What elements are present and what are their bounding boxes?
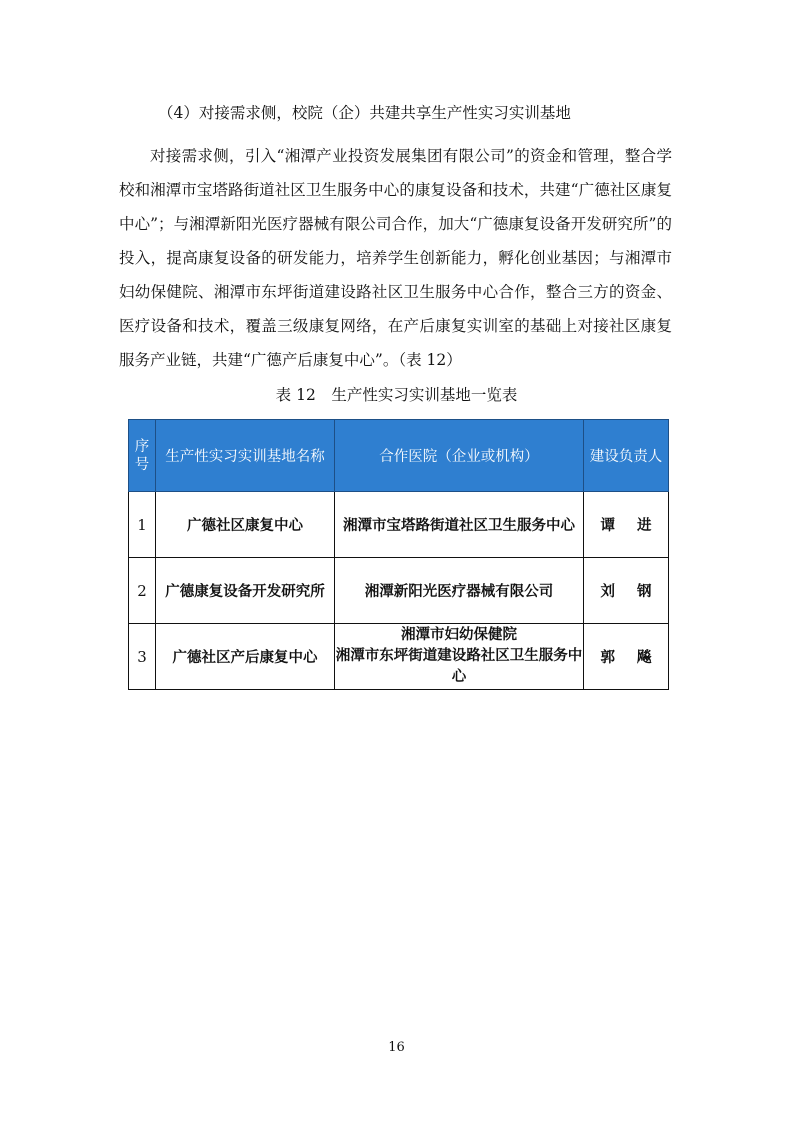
row-base-name: 广德社区康复中心 [156, 492, 335, 558]
header-base-name: 生产性实习实训基地名称 [156, 420, 335, 492]
row-lead-given-name: 飚 [637, 650, 652, 666]
row-lead [584, 492, 669, 558]
header-lead: 建设负责人 [584, 420, 669, 492]
body-paragraph: 对接需求侧，引入“湘潭产业投资发展集团有限公司”的资金和管理，整合学校和湘潭市宝塔路街道社区卫生服务中心的康复设备和技术，共建“广德社区康复中心”；与湘潭新阳光医疗器械有限公司合作，加大“广德康复设备开发研究所”的投入，提高康复设备的研发能力，培养学生创新能力，孵化创业基因；与湘潭市妇幼保健院、湘潭市东坪街道建设路社区卫生服务中心合作，整合三方的资金、医疗设备和技术，覆盖三级康复网络，在产后康复实训室的基础上对接社区康复服务产业链，共建“广德产后康复中心”。（表 12） [119, 147, 672, 369]
row-partner-line2: 湘潭市东坪街道建设路社区卫生服务中心 [335, 648, 583, 685]
row-lead-surname: 郭 [600, 650, 615, 666]
table-row [129, 492, 669, 558]
row-seq: 1 [129, 492, 156, 558]
row-lead [584, 558, 669, 624]
row-lead-surname: 刘 [600, 584, 615, 600]
row-lead-given-name: 进 [637, 518, 652, 534]
table-header-row [129, 420, 669, 492]
row-base-name: 广德康复设备开发研究所 [156, 558, 335, 624]
table-row [129, 624, 669, 690]
header-seq [129, 420, 156, 492]
row-seq: 3 [129, 624, 156, 690]
row-partner-line1: 湘潭新阳光医疗器械有限公司 [364, 584, 554, 600]
page-number: 16 [388, 1040, 405, 1055]
row-partner [335, 558, 584, 624]
row-partner [335, 492, 584, 558]
row-partner-line1: 湘潭市宝塔路街道社区卫生服务中心 [343, 518, 575, 534]
row-seq: 2 [129, 558, 156, 624]
row-base-name: 广德社区产后康复中心 [156, 624, 335, 690]
row-partner [335, 624, 584, 690]
header-seq-line2: 号 [134, 456, 150, 473]
row-lead-surname: 谭 [600, 518, 615, 534]
row-partner-line1: 湘潭市妇幼保健院 [401, 627, 517, 643]
row-lead-given-name: 钢 [637, 584, 652, 600]
table-caption: 表 12 生产性实习实训基地一览表 [275, 386, 518, 404]
practice-base-table [128, 419, 669, 690]
table-row [129, 558, 669, 624]
header-partner: 合作医院（企业或机构） [335, 420, 584, 492]
row-lead [584, 624, 669, 690]
header-seq-line1: 序 [134, 438, 150, 455]
section-heading: （4）对接需求侧，校院（企）共建共享生产性实习实训基地 [158, 104, 571, 122]
